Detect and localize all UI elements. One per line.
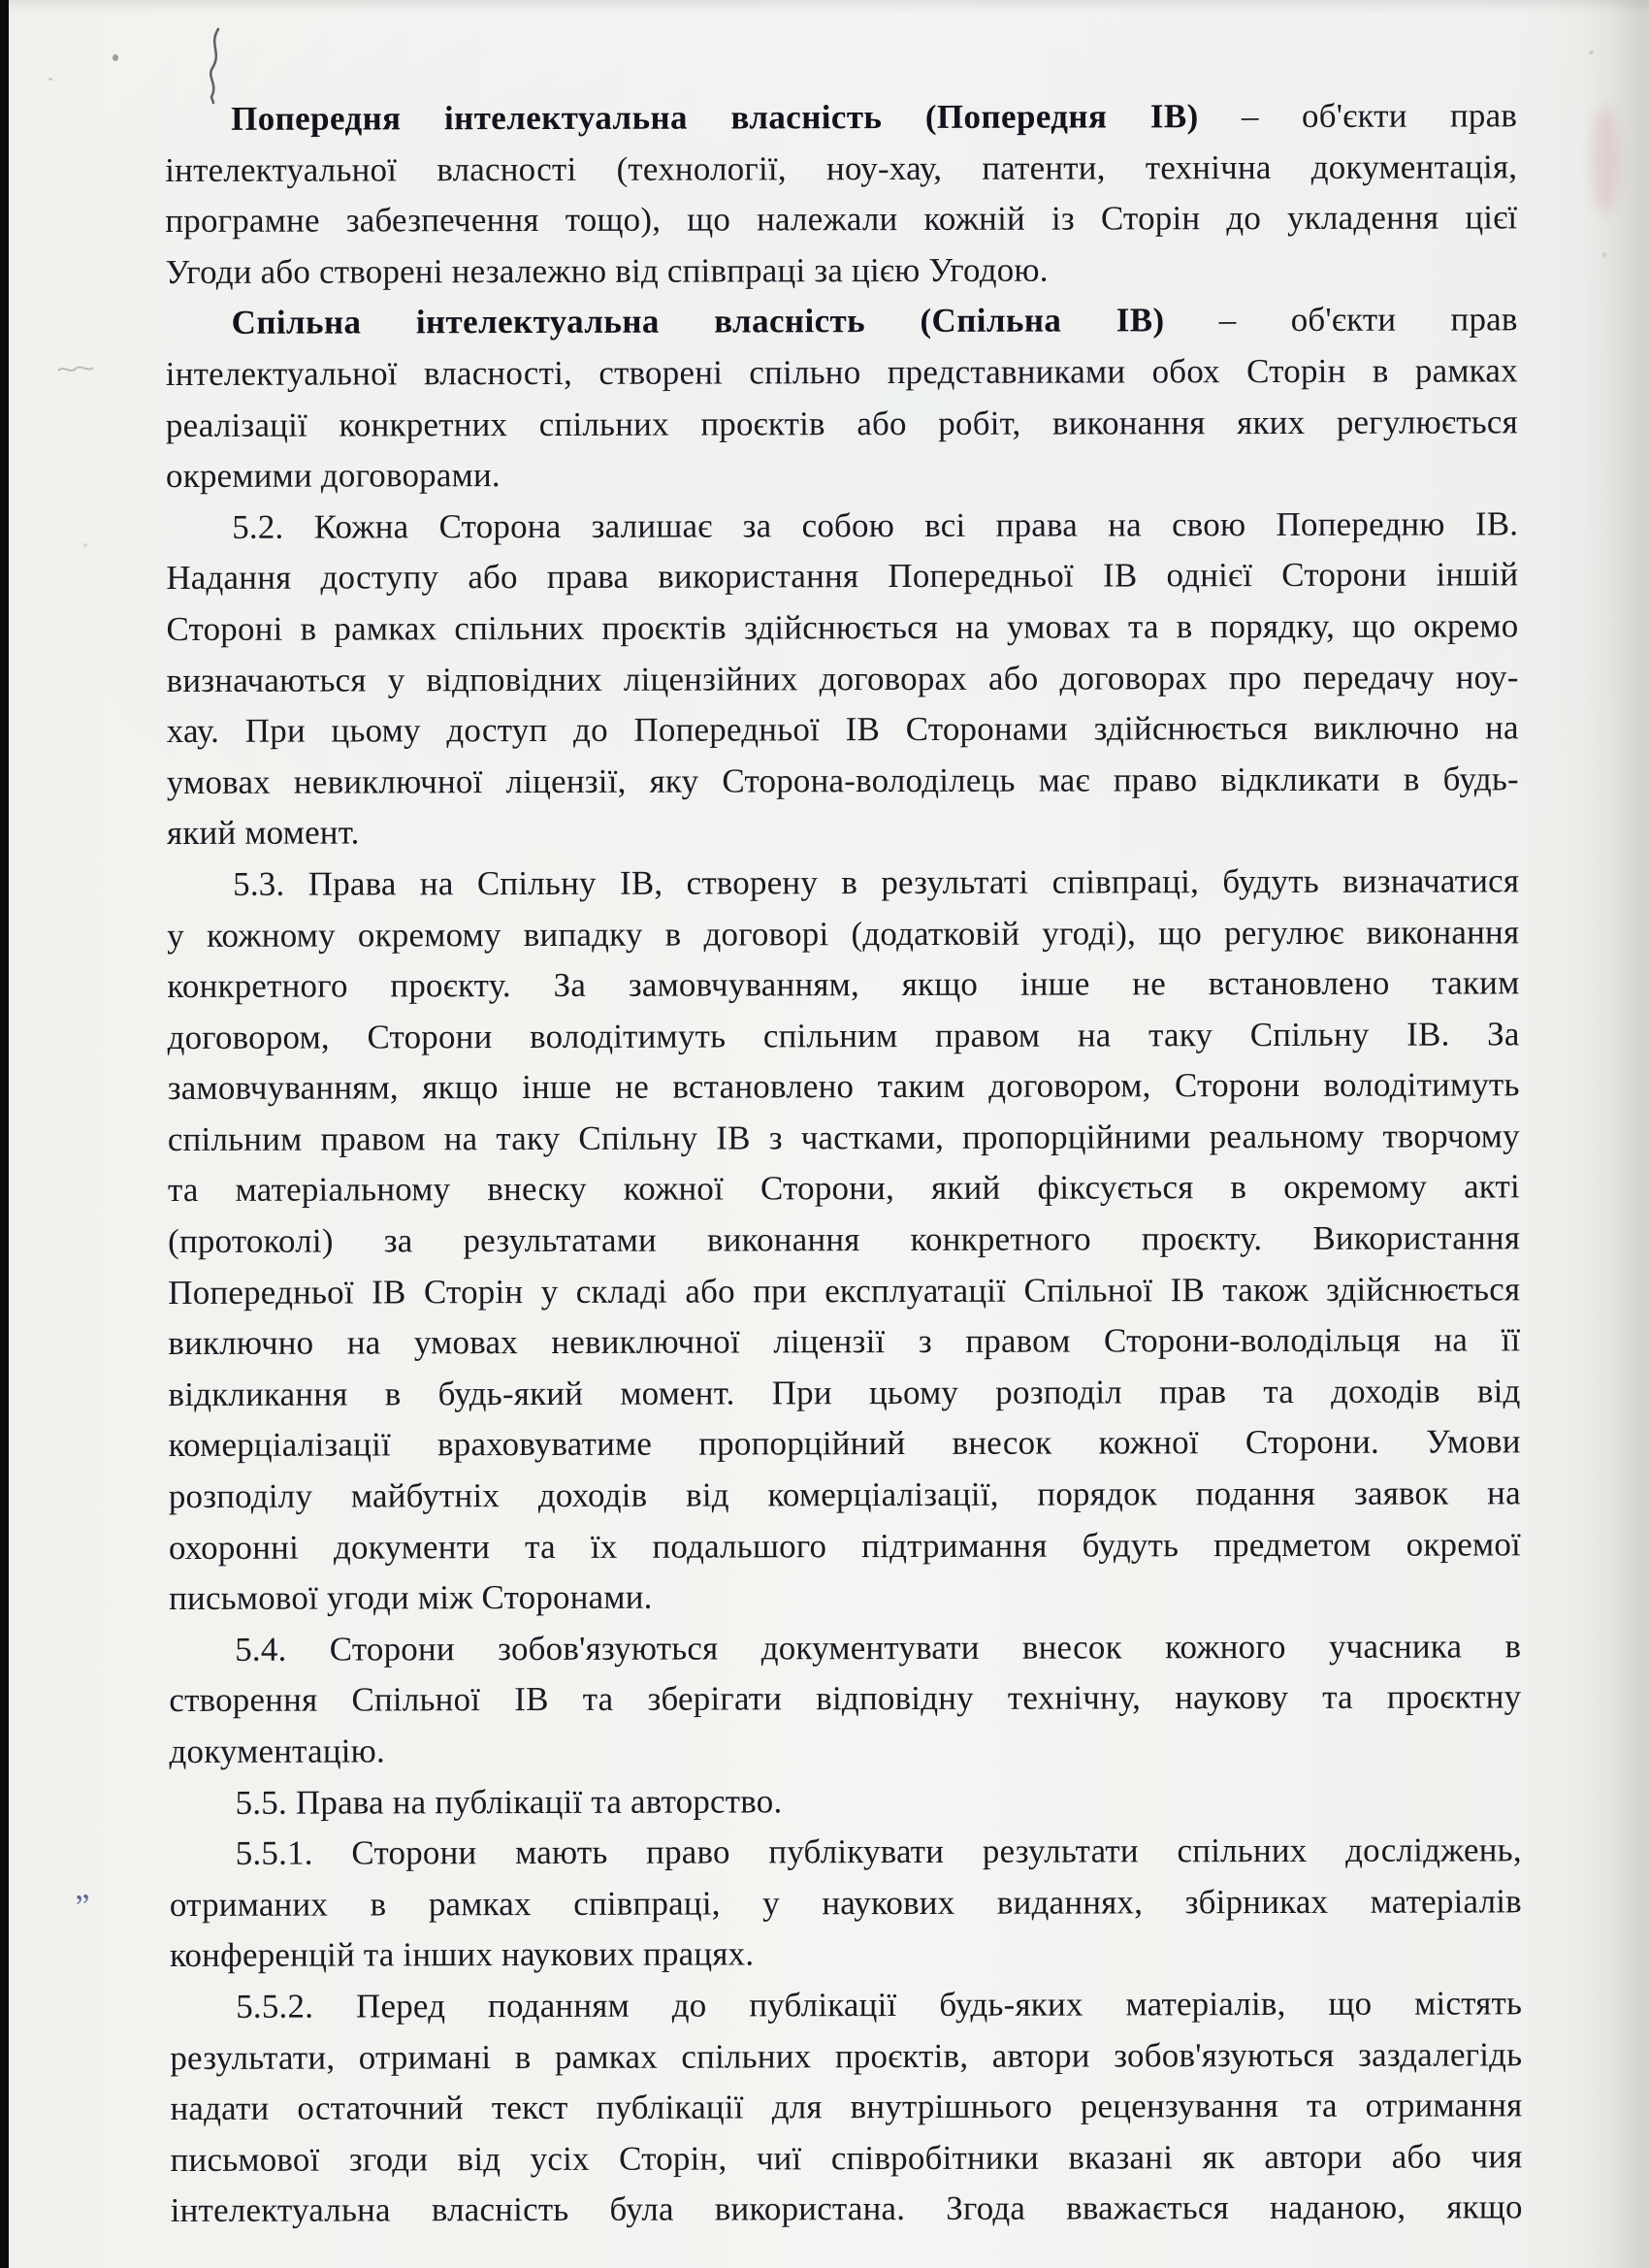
text-line bbox=[166, 448, 1518, 502]
definition-prior-ip bbox=[165, 90, 1518, 298]
text-line bbox=[169, 1672, 1521, 1727]
text-segment: та матеріальному внеску кожної Сторони, який фіксується в окремому акті bbox=[167, 1167, 1521, 1210]
text-line bbox=[167, 957, 1519, 1012]
text-line bbox=[165, 243, 1517, 298]
text-segment: отриманих в рамках співпраці, у наукових виданнях, збірниках матеріалів bbox=[169, 1882, 1522, 1924]
text-segment: – об'єкти прав bbox=[1164, 300, 1518, 340]
text-line bbox=[167, 702, 1519, 757]
text-line bbox=[166, 600, 1518, 655]
text-segment: замовчуванням, якщо інше не встановлено таким договором, Сторони володітимуть bbox=[167, 1065, 1520, 1108]
scan-top-shadow bbox=[0, 0, 1649, 14]
text-segment: інтелектуальної власності (технології, ноу-хау, патенти, технічна документація, bbox=[165, 146, 1518, 189]
text-segment: надати остаточний текст публікації для внутрішнього рецензування та отримання bbox=[170, 2086, 1523, 2128]
text-line bbox=[169, 1571, 1521, 1625]
text-line bbox=[170, 1774, 1522, 1829]
paper-smudge bbox=[1593, 107, 1618, 213]
text-segment: Стороні в рамках спільних проєктів здійснюється на умовах та в порядку, що окремо bbox=[166, 606, 1519, 648]
text-line bbox=[165, 193, 1517, 247]
ink-speck bbox=[1589, 50, 1594, 54]
text-line bbox=[166, 550, 1518, 604]
ink-speck bbox=[48, 78, 52, 81]
clause-5-2 bbox=[166, 499, 1519, 859]
text-line bbox=[170, 1826, 1522, 1880]
text-segment: 5.5.2. Перед поданням до публікації будь-яких матеріалів, що містять bbox=[236, 1984, 1523, 2025]
text-line bbox=[168, 1162, 1520, 1216]
text-line bbox=[170, 2080, 1522, 2134]
defined-term-bold: Попередня інтелектуальна власність (Попередня ІВ) bbox=[231, 97, 1199, 138]
text-segment: конференцій та інших наукових працях. bbox=[169, 1934, 755, 1975]
text-line bbox=[169, 1468, 1521, 1522]
text-segment: Надання доступу або права використання Попередньої ІВ однієї Сторони іншій bbox=[166, 555, 1519, 598]
clause-5-5-1 bbox=[170, 1826, 1522, 1982]
text-segment: програмне забезпечення тощо), що належали кожній із Сторін до укладення цієї bbox=[165, 198, 1518, 241]
scan-edge-strip bbox=[0, 0, 9, 2268]
ink-mark-blue: „ bbox=[71, 1869, 91, 1907]
text-segment: 5.5.1. Сторони мають право публікувати результати спільних досліджень, bbox=[235, 1831, 1522, 1873]
text-line bbox=[171, 2131, 1523, 2186]
paper-crease-right bbox=[1579, 0, 1649, 2268]
text-line bbox=[170, 2029, 1522, 2084]
text-segment: 5.4. Сторони зобов'язуються документувати внесок кожного учасника в bbox=[235, 1627, 1522, 1669]
text-segment: виключно на умовах невиключної ліцензії з правом Сторони-володільця на її bbox=[168, 1320, 1521, 1363]
text-segment: 5.2. Кожна Сторона залишає за собою всі права на свою Попередню ІВ. bbox=[232, 504, 1519, 546]
text-line bbox=[165, 90, 1517, 145]
text-segment: розподілу майбутніх доходів від комерціалізації, порядок подання заявок на bbox=[168, 1474, 1521, 1516]
text-segment: спільним правом на таку Спільну ІВ з частками, пропорційними реальному творчому bbox=[167, 1117, 1520, 1158]
ink-speck bbox=[1602, 252, 1606, 257]
text-line bbox=[168, 1111, 1520, 1165]
text-line bbox=[168, 1315, 1520, 1370]
text-segment: договором, Сторони володітимуть спільним правом на таку Спільну ІВ. За bbox=[167, 1015, 1520, 1056]
text-line bbox=[167, 907, 1519, 961]
text-line bbox=[168, 1264, 1520, 1318]
text-line bbox=[168, 1060, 1520, 1115]
text-line bbox=[167, 754, 1519, 808]
text-segment: окремими договорами. bbox=[165, 456, 501, 496]
text-segment: конкретного проєкту. За замовчуванням, якщо інше не встановлено таким bbox=[167, 963, 1520, 1006]
text-line bbox=[170, 1928, 1522, 1982]
text-segment: письмової згоди від усіх Сторін, чиї співробітники вказані як автори або чия bbox=[170, 2137, 1523, 2179]
text-line bbox=[170, 1978, 1522, 2032]
text-segment: який момент. bbox=[166, 813, 360, 853]
text-line bbox=[170, 1876, 1522, 1930]
defined-term-bold: Спільна інтелектуальна власність (Спільна ІВ) bbox=[231, 301, 1165, 342]
text-segment: визначаються у відповідних ліцензійних договорах або договорах про передачу ноу- bbox=[166, 657, 1519, 699]
text-segment: у кожному окремому випадку в договорі (додатковій угоді), що регулює виконання bbox=[167, 912, 1520, 955]
definition-joint-ip bbox=[166, 295, 1519, 502]
text-segment: Попередньої ІВ Сторін у складі або при експлуатації Спільної ІВ також здійснюється bbox=[168, 1270, 1521, 1312]
text-line bbox=[168, 1213, 1520, 1267]
text-segment: письмової угоди між Сторонами. bbox=[169, 1577, 653, 1618]
text-line bbox=[166, 295, 1518, 349]
text-segment: інтелектуальна власність була використана. Згода вважається наданою, якщо bbox=[170, 2187, 1523, 2230]
clause-5-3 bbox=[167, 856, 1521, 1625]
ink-speck bbox=[83, 543, 87, 547]
text-line bbox=[165, 142, 1517, 196]
document-text-block bbox=[165, 90, 1523, 2237]
text-line bbox=[166, 345, 1518, 400]
clause-5-5 bbox=[170, 1774, 1522, 1829]
clause-5-5-2 bbox=[170, 1978, 1523, 2237]
text-segment: відкликання в будь-який момент. При цьому розподіл прав та доходів від bbox=[168, 1372, 1521, 1413]
text-line bbox=[169, 1621, 1521, 1675]
text-line bbox=[167, 652, 1519, 706]
margin-mark bbox=[56, 361, 95, 378]
text-segment: 5.3. Права на Спільну ІВ, створену в результаті співпраці, будуть визначатися bbox=[233, 861, 1520, 903]
text-segment: Угоди або створені незалежно від співпраці за цією Угодою. bbox=[165, 250, 1049, 291]
text-segment: комерціалізації враховуватиме пропорційний внесок кожної Сторони. Умови bbox=[168, 1422, 1521, 1465]
text-line bbox=[169, 1519, 1521, 1573]
ink-speck bbox=[113, 54, 118, 61]
text-segment: (протоколі) за результатами виконання конкретного проєкту. Використання bbox=[168, 1218, 1521, 1261]
text-line bbox=[168, 1366, 1520, 1420]
text-line bbox=[167, 805, 1519, 859]
clause-5-4 bbox=[169, 1621, 1521, 1777]
text-segment: результати, отримані в рамках спільних проєктів, автори зобов'язуються заздалегідь bbox=[170, 2034, 1523, 2077]
text-line bbox=[171, 2183, 1523, 2237]
text-segment: реалізації конкретних спільних проєктів або робіт, виконання яких регулюється bbox=[165, 402, 1518, 444]
text-line bbox=[167, 856, 1519, 910]
text-segment: інтелектуальної власності, створені спільно представниками обох Сторін в рамках bbox=[165, 351, 1518, 393]
text-segment: 5.5. Права на публікації та авторство. bbox=[235, 1781, 783, 1822]
text-segment: хау. При цьому доступ до Попередньої ІВ Сторонами здійснюється виключно на bbox=[166, 708, 1519, 751]
text-segment: умовах невиключної ліцензії, яку Сторона-володілець має право відкликати в будь- bbox=[166, 760, 1519, 801]
text-segment: – об'єкти прав bbox=[1198, 96, 1518, 136]
text-line bbox=[167, 1009, 1519, 1063]
text-line bbox=[169, 1417, 1521, 1472]
text-line bbox=[169, 1723, 1521, 1777]
text-segment: створення Спільної ІВ та зберігати відповідну технічну, наукову та проєктну bbox=[169, 1677, 1522, 1720]
text-segment: охоронні документи та їх подальшого підтримання будуть предметом окремої bbox=[168, 1524, 1521, 1567]
text-line bbox=[166, 397, 1518, 451]
text-segment: документацію. bbox=[169, 1732, 386, 1770]
text-line bbox=[166, 499, 1518, 553]
